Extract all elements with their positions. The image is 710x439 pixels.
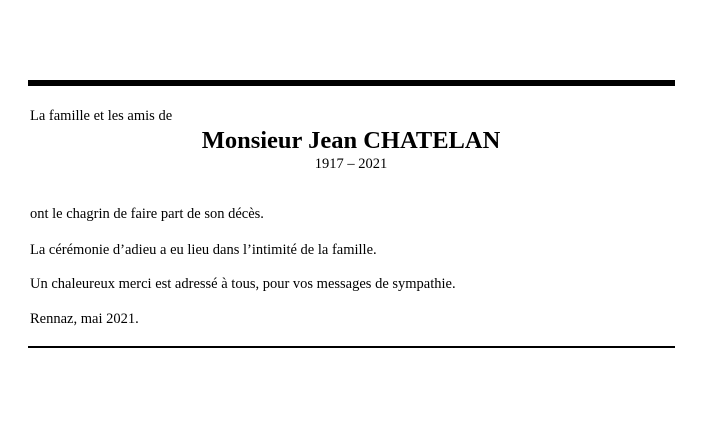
intro-text: La famille et les amis de bbox=[30, 108, 173, 124]
top-divider bbox=[28, 80, 675, 86]
life-dates: 1917 – 2021 bbox=[314, 156, 388, 172]
announcement-paragraph: ont le chagrin de faire part de son décès. bbox=[30, 206, 264, 222]
ceremony-paragraph: La cérémonie d’adieu a eu lieu dans l’intimité de la famille. bbox=[30, 242, 377, 258]
bottom-divider bbox=[28, 346, 675, 348]
thanks-paragraph: Un chaleureux merci est adressé à tous, pour vos messages de sympathie. bbox=[30, 276, 456, 292]
place-date-line: Rennaz, mai 2021. bbox=[30, 311, 139, 327]
deceased-name: Monsieur Jean CHATELAN bbox=[201, 127, 501, 154]
